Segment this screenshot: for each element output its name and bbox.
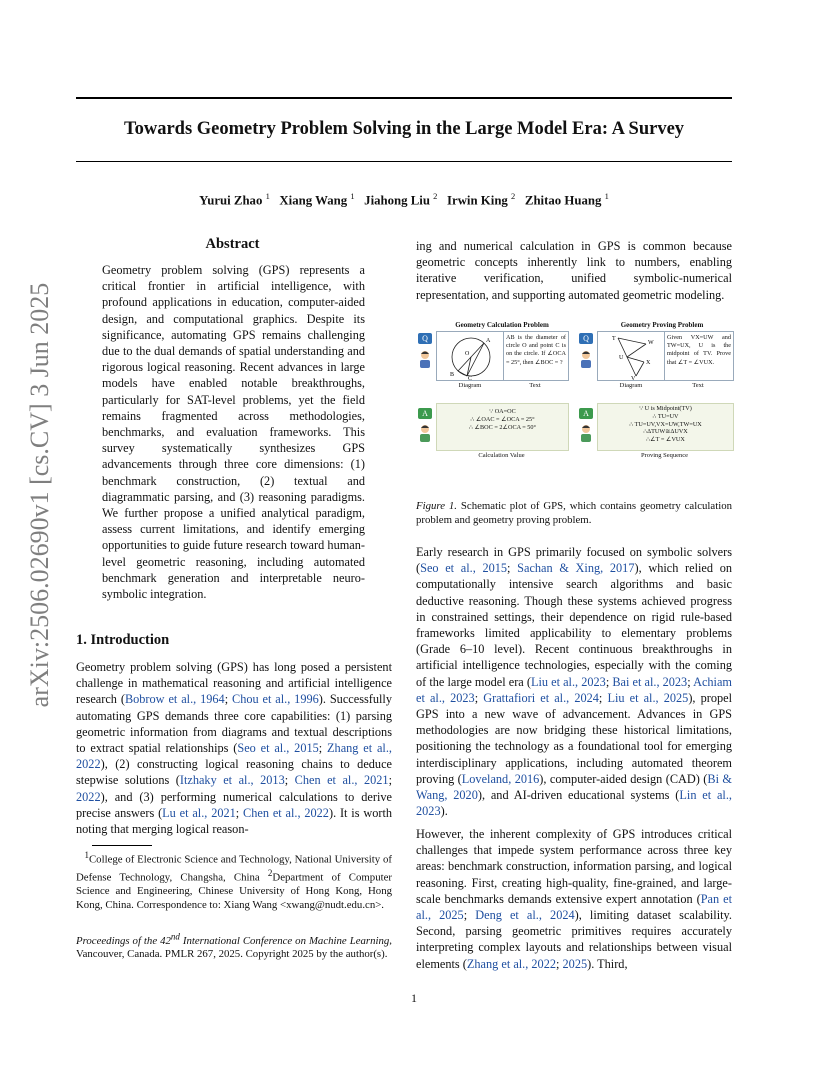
citation-link[interactable]: Lu et al., 2021 <box>162 805 236 820</box>
author-name: Jiahong Liu <box>364 193 430 208</box>
calculation-value-label: Calculation Value <box>478 452 525 459</box>
left-answer-box: ∵ OA=OC ∴ ∠OAC = ∠OCA = 25° ∴ ∠BOC = 2∠OCA = 50° <box>436 403 569 451</box>
paper-title: Towards Geometry Problem Solving in the Large Model Era: A Survey <box>123 119 685 139</box>
citation-link[interactable]: Zhang et al., 2022 <box>76 741 392 772</box>
citation-link[interactable]: Chou et al., 1996 <box>232 692 319 707</box>
citation-link[interactable]: Zhang et al., 2022 <box>466 956 557 971</box>
top-rule <box>76 97 732 99</box>
intro-continuation: ing and numerical calculation in GPS is common because geometric concepts inherently link to numbers, enabling iterative verification, unified symbolic-numerical representation, and supporting automated geometric modeling. <box>416 239 732 302</box>
left-question-box <box>503 331 569 381</box>
citation-link[interactable]: Pan et al., 2025 <box>416 891 732 923</box>
answer-badge: A <box>418 408 432 419</box>
citation-link[interactable]: Achiam et al., 2023 <box>416 674 732 705</box>
author-name: Irwin King <box>447 193 508 208</box>
avatar-icon <box>579 423 593 443</box>
left-question-text: AB is the diameter of circle O and point C is on the circle. If ∠OCA = 25°, then ∠BOC = ? <box>506 334 566 366</box>
abstract-heading: Abstract <box>205 236 260 252</box>
citation-link[interactable]: Bobrow et al., 1964 <box>124 692 225 707</box>
question-badge: Q <box>418 333 432 344</box>
citation-link[interactable]: Sachan & Xing, 2017 <box>517 561 635 576</box>
proceedings-note: Proceedings of the 42nd International Conference on Machine Learning, Vancouver, Canada. PMLR 267, 2025. Copyright 2025 by the author(s). <box>76 931 392 961</box>
citation-link[interactable]: Liu et al., 2023 <box>530 674 606 689</box>
affiliation-footnote: $^1$College of Electronic Science and Technology, National University of Defense Technology, Changsha, China $^2$Department of Computer Science and Engineering, Chinese University of Hong Kong, Hong Kong, China. Correspondence to: Xiang Wang <xwang@nudt.edu.cn>. <box>76 850 392 911</box>
arxiv-watermark: arXiv:2506.02690v1 [cs.CV] 3 Jun 2025 <box>25 282 54 708</box>
answer-badge: A <box>579 408 593 419</box>
citation-link[interactable]: Seo et al., 2015 <box>420 561 508 576</box>
point-label: V <box>631 376 636 380</box>
section-heading-introduction: 1. Introduction <box>76 632 170 648</box>
proving-sequence-label: Proving Sequence <box>640 452 689 459</box>
point-label: W <box>648 340 654 346</box>
point-label: B <box>450 372 455 378</box>
avatar-icon <box>418 423 432 443</box>
citation-link[interactable]: Lin et al., 2023 <box>416 788 732 819</box>
author-name: Xiang Wang <box>279 193 348 208</box>
diagram-label: Diagram <box>458 382 482 389</box>
question-badge: Q <box>579 333 593 344</box>
author-list: Yurui Zhao $^1$ Xiang Wang $^1$ Jiahong Liu $^2$ Irwin King $^2$ Zhitao Huang $^1$ <box>199 191 609 208</box>
footnote-rule <box>92 845 152 846</box>
citation-link[interactable]: 2022 <box>76 789 101 804</box>
left-panel-title: Geometry Calculation Problem <box>455 321 549 329</box>
citation-link[interactable]: Seo et al., 2015 <box>237 741 319 756</box>
citation-link[interactable]: Chen et al., 2021 <box>294 773 389 788</box>
text-label: Text <box>692 382 704 389</box>
right-question-box <box>664 331 734 381</box>
challenges-paragraph: However, the inherent complexity of GPS introduces critical challenges that impede system performance across three key areas: benchmark construction, information parsing, and logical reasoning. First, creating high-quality, fine-grained, and large-scale benchmarks demands extensive expert annotation (Pan et al., 2025; Deng et al., 2024), limiting dataset scalability. Second, parsing geometric primitives requires accurately interpreting complex layouts and relationships between visual elements (Zhang et al., 2022; 2025). Third, <box>416 827 732 971</box>
right-question-text: Given VX=UW and TW=UX, U is the midpoint of TV. Prove that ∠T = ∠VUX. <box>667 334 731 366</box>
circle-diagram <box>437 332 505 380</box>
citation-link[interactable]: Bai et al., 2023 <box>612 674 688 689</box>
right-panel-title: Geometry Proving Problem <box>620 321 704 329</box>
text-label: Text <box>529 382 541 389</box>
citation-link[interactable]: Itzhaky et al., 2013 <box>179 773 285 788</box>
right-answer-box: ∵ U is Midpoint(TV) ∴ TU=UV ∴ TU=UV,VX=UW,TW=UX ∴ΔTUW≅ΔUVX ∴∠T = ∠VUX <box>597 403 734 451</box>
early-research-paragraph: Early research in GPS primarily focused on symbolic solvers (Seo et al., 2015; Sachan & Xing, 2017), which relied on computationally intensive search algorithms and basic deductive reasoning. Though these systems achieved progress in constrained settings, their dependence on rigid rule-based frameworks limited applicability to elementary problems (Grade 6–10 level). Recent continuous breakthroughs in artificial intelligence technologies, especially with the coming of the large model era (Liu et al., 2023; Bai et al., 2023; Achiam et al., 2023; Grattafiori et al., 2024; Liu et al., 2025), propel GPS into a new wave of advancement. Advances in GPS methodologies are now bridging these historical limitations, positioning the technology as a foundational tool for emerging interdisciplinary applications, including automated theorem proving (Loveland, 2016), computer-aided design (CAD) (Bi & Wang, 2020), and AI-driven educational systems (Lin et al., 2023). <box>416 545 733 819</box>
introduction-paragraph: Geometry problem solving (GPS) has long posed a persistent challenge in mathematical reasoning and artificial intelligence research (Bobrow et al., 1964; Chou et al., 1996). Successfully automating GPS demands three core capabilities: (1) parsing geometric information from diagrams and textual descriptions to extract spatial relationships (Seo et al., 2015; Zhang et al., 2022), (2) constructing logical reasoning chains to deduce stepwise solutions (Itzhaky et al., 2013; Chen et al., 2021; 2022), and (3) performing numerical calculations to derive precise answers (Lu et al., 2021; Chen et al., 2022). It is worth noting that merging logical reason- <box>76 660 393 837</box>
point-label: T <box>612 336 616 342</box>
author-name: Zhitao Huang <box>524 193 602 208</box>
figure-1 <box>416 317 734 467</box>
point-label: O <box>465 351 470 357</box>
triangle-diagram <box>598 332 666 380</box>
point-label: U <box>619 355 624 361</box>
citation-link[interactable]: Deng et al., 2024 <box>475 908 575 923</box>
author-name: Yurui Zhao <box>199 193 263 208</box>
citation-link[interactable]: 2025 <box>562 956 588 971</box>
title-bottom-rule <box>76 161 732 162</box>
right-diagram-box <box>597 331 667 381</box>
page-number: 1 <box>411 991 417 1005</box>
citation-link[interactable]: Chen et al., 2022 <box>243 805 329 820</box>
figure-caption: Figure 1. Schematic plot of GPS, which contains geometry calculation problem and geometry proving problem. <box>416 500 732 526</box>
point-label: X <box>646 360 651 366</box>
citation-link[interactable]: Loveland, 2016 <box>461 771 540 786</box>
avatar-icon <box>579 349 593 369</box>
left-diagram-box <box>436 331 506 381</box>
diagram-label: Diagram <box>619 382 643 389</box>
citation-link[interactable]: Grattafiori et al., 2024 <box>483 690 599 705</box>
abstract-body: Geometry problem solving (GPS) represents a critical frontier in artificial intelligence, with profound applications in education, computer-aided design, and computational graphics. Despite its significance, automating GPS remains challenging due to the dual demands of spatial understanding and rigorous logical reasoning. Recent advances in large models have enabled notable breakthroughs, particularly for SAT-level problems, yet the field remains fragmented across methodologies, benchmarks, and evaluation frameworks. This survey systematically synthesizes GPS advancements through three core dimensions: (1) benchmark construction, (2) textual and diagrammatic parsing, and (3) reasoning paradigms. We further propose a unified analytical paradigm, assess current limitations, and identify emerging opportunities to guide future research toward human-level geometric reasoning, including automated benchmark generation and interpretable neuro-symbolic integration. <box>102 263 365 602</box>
citation-link[interactable]: Liu et al., 2025 <box>607 690 689 705</box>
avatar-icon <box>418 349 432 369</box>
point-label: A <box>486 338 491 344</box>
citation-link[interactable]: Bi & Wang, 2020 <box>416 771 732 803</box>
point-label: C <box>468 376 473 380</box>
